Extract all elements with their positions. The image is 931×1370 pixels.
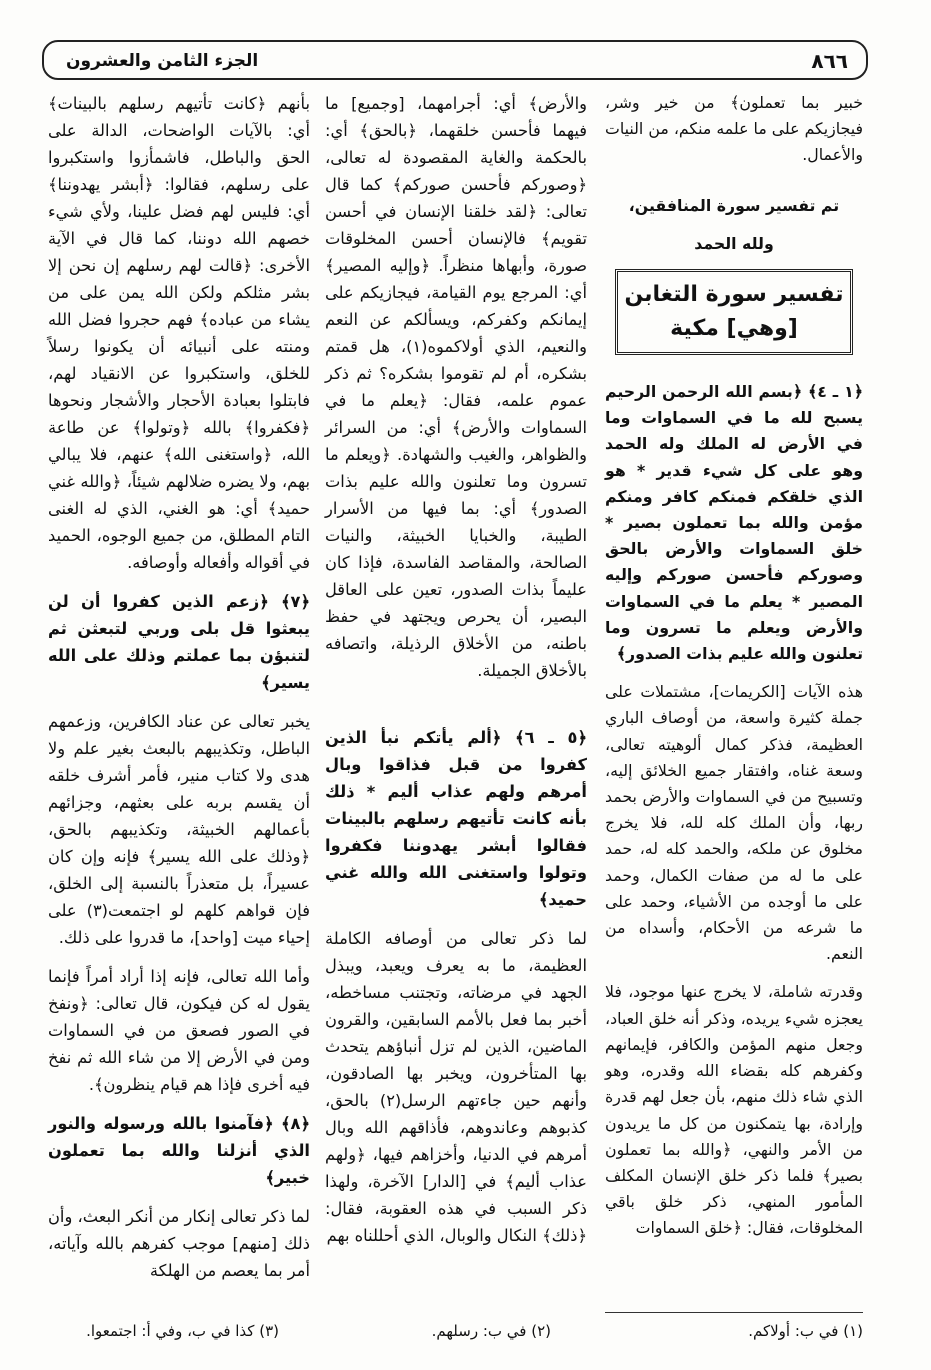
paragraph: لما ذكر تعالى إنكار من أنكر البعث، وأن ذلك [منهم] موجب كفرهم بالله وآياته، أمر بما يعصم من الهلكة [48,1207,310,1280]
footnote: (١) في ب: أولاكم. [748,1322,863,1340]
verse-block: ﴿١ ـ ٤﴾ ﴿بسم الله الرحمن الرحيم يسبح لله ما في السماوات وما في الأرض له الملك وله الحمد وهو على كل شيء قدير * هو الذي خلقكم فمنكم كافر ومنكم مؤمن والله بما تعملون بصير * خلق السماوات والأرض بالحق وصوركم فأحسن صوركم وإليه المصير * يعلم ما في السماوات والأرض ويعلم ما تسرون وما تعلنون والله عليم بذات الصدور﴾ [605,382,863,664]
running-title: الجزء الثامن والعشرون [66,51,259,71]
footnote: (٣) كذا في ب، وفي أ: اجتمعوا. [86,1322,279,1340]
column-left [48,90,310,1296]
paragraph: وقدرته شاملة، لا يخرج عنها موجود، فلا يعجزه شيء يريده، وذكر أنه خلق العباد، وجعل منهم المؤمن والكافر، فإيمانهم وكفرهم كله بقضاء الله وقدره، وهو الذي شاء ذلك منهم، بأن جعل لهم قدرة وإرادة، بها يتمكنون من كل ما يريدون من الأمر والنهي، ﴿والله بما تعملون بصير﴾ فلما ذكر خلق الإنسان المكلف المأمور المنهي، ذكر خلق باقي المخلوقات، فقال: ﴿خلق السماوات [605,982,863,1238]
page-header [42,40,868,80]
verse-block: ﴿٧﴾ ﴿زعم الذين كفروا أن لن يبعثوا قل بلى وربي لتبعثن ثم لتنبؤن بما عملتم وذلك على الله يسير﴾ [48,592,310,692]
footnotes [48,1322,863,1352]
closing-line: ولله الحمد [694,233,774,253]
surah-title-box [615,269,853,355]
paragraph: يخبر تعالى عن عناد الكافرين، وزعمهم الباطل، وتكذيبهم بالبعث بغير علم ولا هدى ولا كتاب منير، فأمر أشرف خلقه أن يقسم بربه على بعثهم، وجزائهم بأعمالهم الخبيثة، وتكذيبهم بالحق، ﴿وذلك على الله يسير﴾ فإنه وإن كان عسيراً، بل متعذراً بالنسبة إلى الخلق، فإن قواهم كلهم لو اجتمعت(٣) على إحياء ميت [واحد]، ما قدروا على ذلك. [48,712,310,947]
paragraph: بأنهم ﴿كانت تأتيهم رسلهم بالبينات﴾ أي: بالآيات الواضحات، الدالة على الحق والباطل، فاشمأزوا واستكبروا على رسلهم، فقالوا: ﴿أبشر يهدوننا﴾ أي: فليس لهم فضل علينا، ولأي شيء خصهم الله دوننا، كما قال في الآية الأخرى: ﴿قالت لهم رسلهم إن نحن إلا بشر مثلكم ولكن الله يمن على من يشاء من عباده﴾ فهم حجروا فضل الله ومنته على أنبيائه أن يكونوا رسلاً للخلق، واستكبروا عن الانقياد لهم، فابتلوا بعبادة الأحجار والأشجار ونحوها ﴿فكفروا﴾ بالله ﴿وتولوا﴾ عن طاعة الله، ﴿واستغنى الله﴾ عنهم، فلا يبالي بهم، ولا يضره ضلالهم شيئاً، ﴿والله غني حميد﴾ أي: هو الغني، الذي له الغنى التام المطلق، من جميع الوجوه، الحميد في أقواله وأفعاله وأوصافه. [48,94,310,572]
footnote: (٢) في ب: رسلهم. [431,1322,551,1340]
page-number: ٨٦٦ [811,49,848,73]
closing-line: تم تفسير سورة المنافقين، [628,195,840,215]
paragraph: وأما الله تعالى، فإنه إذا أراد أمراً فإنما يقول له كن فيكون، قال تعالى: ﴿ونفخ في الصور فصعق من في السماوات ومن في الأرض إلا من شاء الله ثم نفخ فيه أخرى فإذا هم قيام ينظرون﴾. [48,967,310,1094]
paragraph: خبير بما تعملون﴾ من خير وشر، فيجازيكم على ما علمه منكم، من النيات والأعمال. [605,93,863,165]
verse-block: ﴿٥ ـ ٦﴾ ﴿ألم يأتكم نبأ الذين كفروا من قبل فذاقوا وبال أمرهم ولهم عذاب أليم * ذلك بأنه كانت تأتيهم رسلهم بالبينات فقالوا أبشر يهدوننا فكفروا وتولوا واستغنى الله والله غني حميد﴾ [325,728,587,909]
paragraph: لما ذكر تعالى من أوصافه الكاملة العظيمة، ما به يعرف ويعبد، ويبذل الجهد في مرضاته، وتجتنب مساخطه، أخبر بما فعل بالأمم السابقين، والقرون الماضين، الذين لم تزل أنباؤهم يتحدث بها المتأخرون، ويخبر بها الصادقون، وأنهم حين جاءتهم الرسل(٢) بالحق، كذبوهم وعاندوهم، فأذاقهم الله وبال أمرهم في الدنيا، وأخزاهم فيها، ﴿ولهم عذاب أليم﴾ في [الدار] الآخرة، ولهذا ذكر السبب في هذه العقوبة، فقال: ﴿ذلك﴾ النكال والوبال، الذي أحللناه بهم [325,929,587,1245]
footnote-divider [605,1312,863,1313]
verse-block: ﴿٨﴾ ﴿فآمنوا بالله ورسوله والنور الذي أنزلنا والله بما تعملون خبير﴾ [48,1114,310,1187]
column-right [605,90,863,1254]
surah-title: تفسير سورة التغابن [624,282,844,308]
paragraph: والأرض﴾ أي: أجرامهما، [وجميع] ما فيهما فأحسن خلقهما، ﴿بالحق﴾ أي: بالحكمة والغاية المقصودة له تعالى، ﴿وصوركم فأحسن صوركم﴾ كما قال تعالى: ﴿لقد خلقنا الإنسان في أحسن تقويم﴾ فالإنسان أحسن المخلوقات صورة، وأبهاها منظراً. ﴿وإليه المصير﴾ أي: المرجع يوم القيامة، فيجازيكم على إيمانكم وكفركم، ويسألكم عن النعم والنعيم، الذي أولاكموه(١)، هل قمتم بشكره، أم لم تقوموا بشكره؟ ثم ذكر عموم علمه، فقال: ﴿يعلم ما في السماوات والأرض﴾ أي: من السرائر والظواهر، والغيب والشهادة. ﴿ويعلم ما تسرون وما تعلنون والله عليم بذات الصدور﴾ أي: بما فيها من الأسرار الطيبة، والخبايا الخبيثة، والنيات الصالحة، والمقاصد الفاسدة، فإذا كان عليماً بذات الصدور، تعين على العاقل البصير، أن يحرص ويجتهد في حفظ باطنه، من الأخلاق الرذيلة، واتصافه بالأخلاق الجميلة. [325,94,587,680]
column-middle [325,90,587,1261]
surah-subtitle: [وهي] مكية [670,316,798,342]
paragraph: هذه الآيات [الكريمات]، مشتملات على جملة كثيرة واسعة، من أوصاف الباري العظيمة، فذكر كمال ألوهيته تعالى، وسعة غناه، وافتقار جميع الخلائق إليه، وتسبيح من في السماوات والأرض بحمد ربها، وأن الملك كله لله، فلا يخرج مخلوق عن ملكه، والحمد كله له، حمد على ما له من صفات الكمال، وحمد على ما أوجده من الأشياء، وحمد على ما شرعه من الأحكام، وأسداه من النعم. [605,682,863,964]
